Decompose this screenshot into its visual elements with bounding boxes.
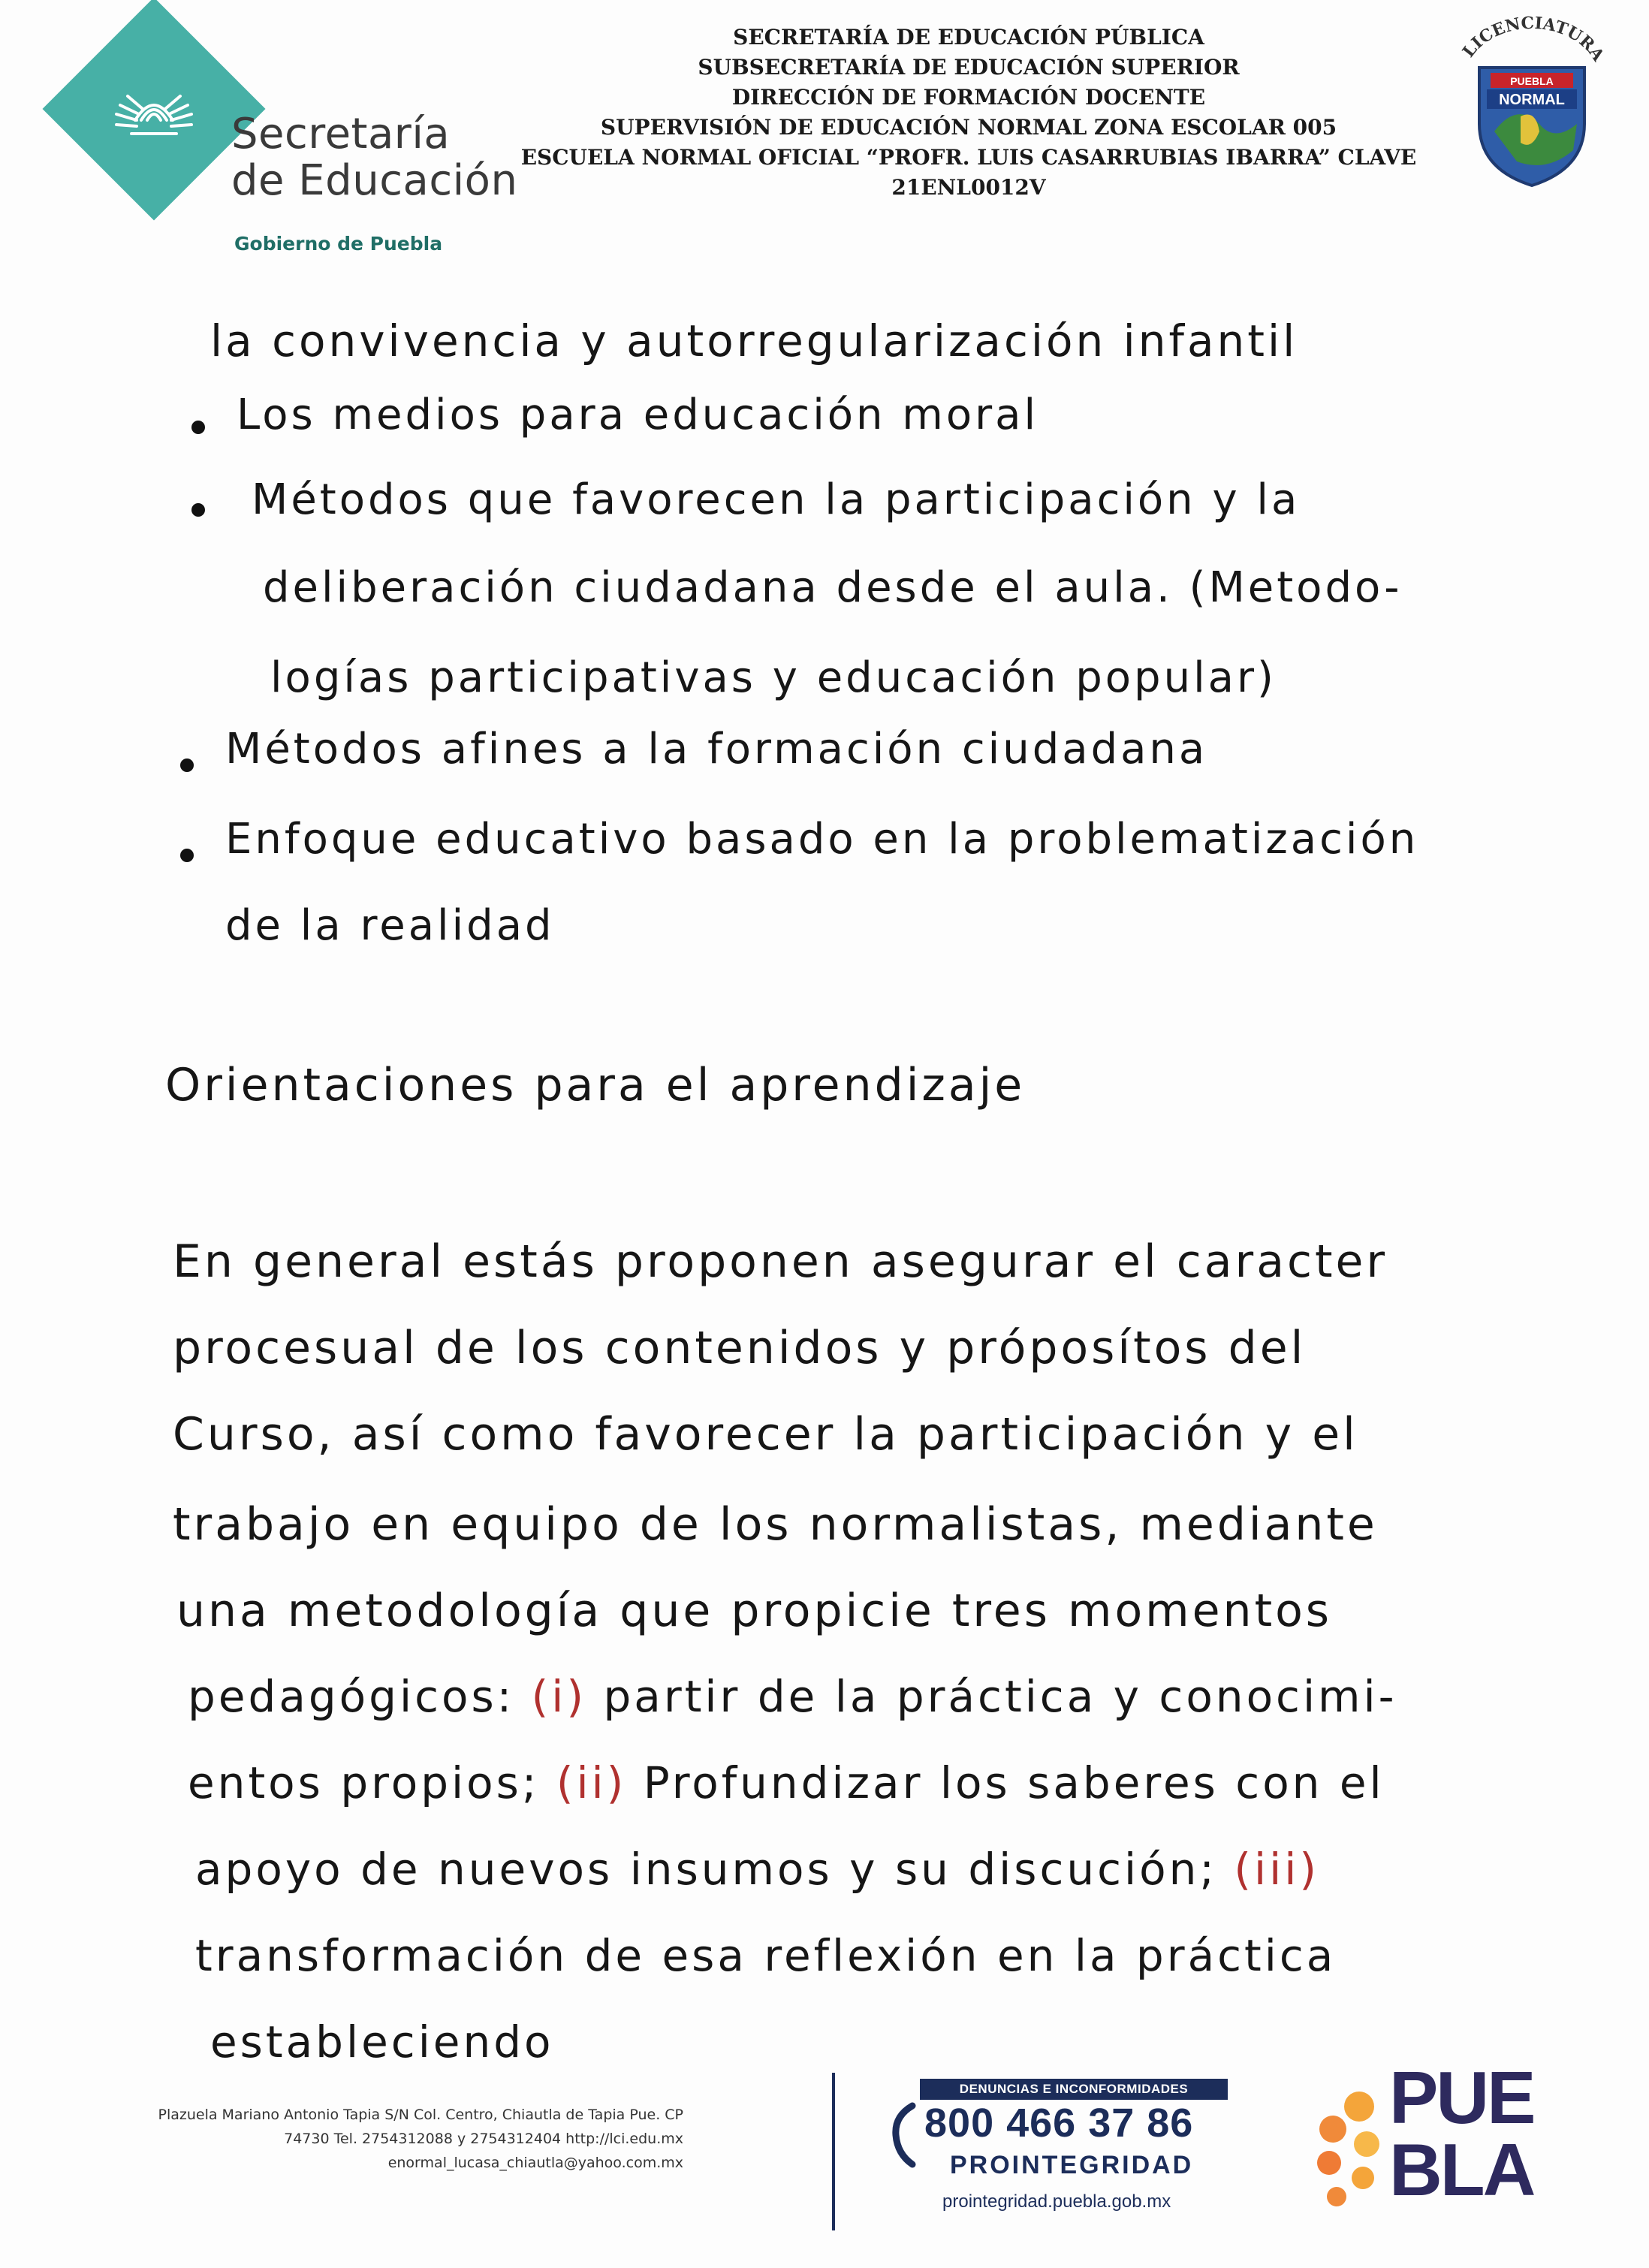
paragraph-line xyxy=(188,1757,1385,1808)
paragraph-line: transformación de esa reflexión en la práctica xyxy=(195,1930,1337,1981)
badge-arc-text: LICENCIATURA xyxy=(1458,13,1608,65)
paragraph-line xyxy=(195,1844,1319,1895)
puebla-logo xyxy=(1307,2056,1547,2234)
bullet-text: Enfoque educativo basado en la problematización xyxy=(225,815,1419,864)
bullet-text: de la realidad xyxy=(225,901,555,950)
footer-divider xyxy=(832,2073,835,2230)
badge-ribbon: NORMAL xyxy=(1499,92,1565,108)
marker-i: (i) xyxy=(531,1671,587,1722)
prointegridad-url: prointegridad.puebla.gob.mx xyxy=(942,2191,1171,2212)
sep-title-line2: de Educación xyxy=(231,156,518,205)
marker-ii: (ii) xyxy=(556,1757,627,1808)
footer-address xyxy=(8,2103,683,2175)
header-line: 21ENL0012V xyxy=(891,175,1046,200)
paragraph-line xyxy=(188,1671,1397,1722)
sep-title-line1: Secretaría xyxy=(231,110,451,158)
header-line: DIRECCIÓN DE FORMACIÓN DOCENTE xyxy=(731,85,1206,110)
puebla-line: BLA xyxy=(1389,2128,1534,2211)
address-line: 74730 Tel. 2754312088 y 2754312404 http://lci.edu.mx xyxy=(284,2131,683,2147)
paragraph-segment: partir de la práctica y conocimi- xyxy=(603,1671,1397,1722)
bullet-dot xyxy=(180,849,194,862)
sep-subtitle: Gobierno de Puebla xyxy=(234,233,443,255)
phone-icon xyxy=(890,2101,923,2169)
puebla-wordmark xyxy=(1389,2056,1534,2211)
bullet-text: Métodos afines a la formación ciudadana xyxy=(225,725,1208,774)
bullet-text: Los medios para educación moral xyxy=(237,391,1039,439)
paragraph-line: trabajo en equipo de los normalistas, mediante xyxy=(173,1498,1378,1551)
bullet-text: logías participativas y educación popular) xyxy=(270,653,1277,702)
denuncias-banner: DENUNCIAS E INCONFORMIDADES xyxy=(920,2079,1228,2100)
address-line: Plazuela Mariano Antonio Tapia S/N Col. Centro, Chiautla de Tapia Pue. CP xyxy=(158,2107,683,2123)
paragraph-line: En general estás proponen asegurar el caracter xyxy=(173,1235,1388,1288)
bullet-dot xyxy=(191,503,205,517)
institution-header xyxy=(451,23,1487,203)
badge-ribbon-top: PUEBLA xyxy=(1510,75,1554,87)
paragraph-line: estableciendo xyxy=(210,2016,554,2067)
header-line: SUPERVISIÓN DE EDUCACIÓN NORMAL ZONA ESCOLAR 005 xyxy=(600,115,1337,140)
paragraph-line: una metodología que propicie tres momentos xyxy=(176,1585,1333,1637)
paragraph-segment: pedagógicos: xyxy=(188,1671,515,1722)
paragraph-line: Curso, así como favorecer la participación y el xyxy=(173,1408,1358,1461)
puebla-flower-icon xyxy=(1307,2084,1397,2212)
paragraph-segment: Profundizar los saberes con el xyxy=(643,1757,1385,1808)
header-line: SECRETARÍA DE EDUCACIÓN PÚBLICA xyxy=(733,25,1204,50)
paragraph-segment: entos propios; xyxy=(188,1757,540,1808)
section-heading: Orientaciones para el aprendizaje xyxy=(165,1059,1026,1111)
header-line: ESCUELA NORMAL OFICIAL “PROFR. LUIS CASARRUBIAS IBARRA” CLAVE xyxy=(520,145,1417,170)
intro-line: la convivencia y autorregularización infantil xyxy=(210,315,1298,366)
sep-emblem-icon xyxy=(105,68,203,150)
denuncias-phone: 800 466 37 86 xyxy=(924,2101,1194,2146)
bullet-dot xyxy=(191,421,205,434)
address-line: enormal_lucasa_chiautla@yahoo.com.mx xyxy=(387,2155,683,2171)
paragraph-line: procesual de los contenidos y próposítos del xyxy=(173,1322,1307,1374)
marker-iii: (iii) xyxy=(1234,1844,1319,1895)
bullet-dot xyxy=(180,759,194,772)
paragraph-segment: apoyo de nuevos insumos y su discución; xyxy=(195,1844,1217,1895)
bullet-text: deliberación ciudadana desde el aula. (Metodo- xyxy=(263,563,1403,612)
puebla-line: PUE xyxy=(1389,2056,1534,2139)
normal-school-badge-icon xyxy=(1449,11,1614,192)
prointegridad-label: PROINTEGRIDAD xyxy=(950,2151,1194,2179)
bullet-text: Métodos que favorecen la participación y la xyxy=(252,475,1301,524)
header-line: SUBSECRETARÍA DE EDUCACIÓN SUPERIOR xyxy=(698,55,1240,80)
prointegridad-block xyxy=(890,2079,1243,2229)
